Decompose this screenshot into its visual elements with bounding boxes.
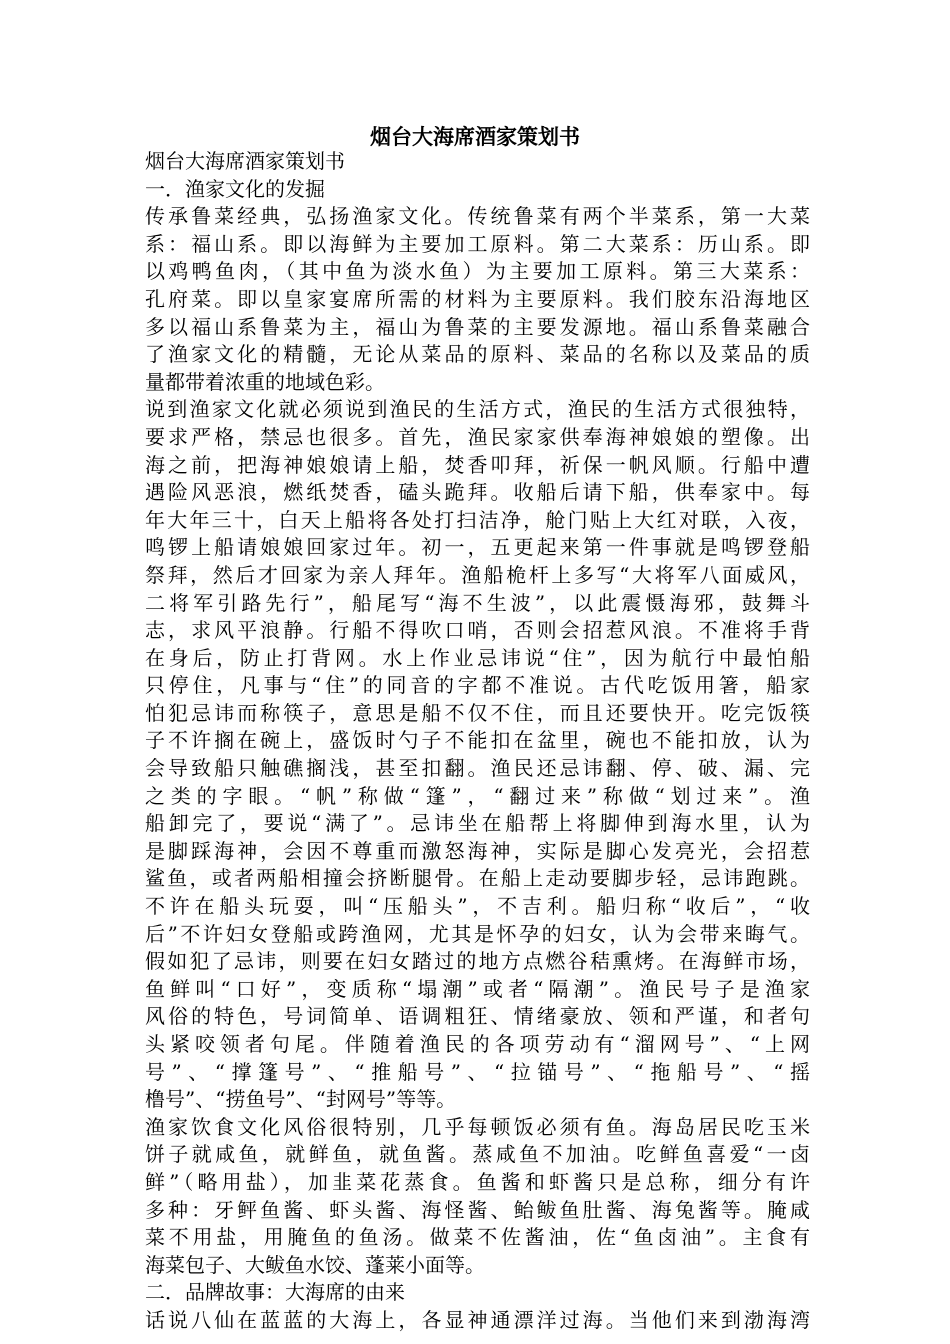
text-line: 会导致船只触礁搁浅，甚至扣翻。渔民还忌讳翻、停、破、漏、完 [145,756,810,781]
text-line: 号”、“撑篷号”、“推船号”、“拉锚号”、“拖船号”、“摇 [145,1059,810,1084]
text-line: 船卸完了，要说“满了”。忌讳坐在船帮上将脚伸到海水里，认为 [145,811,810,836]
text-line: 渔家饮食文化风俗很特别，几乎每顿饭必须有鱼。海岛居民吃玉米 [145,1114,810,1139]
text-line: 橹号”、“捞鱼号”、“封网号”等等。 [145,1087,457,1112]
text-line: 饼子就咸鱼，就鲜鱼，就鱼酱。蒸咸鱼不加油。吃鲜鱼喜爱“一卤 [145,1142,810,1167]
text-line: 风俗的特色，号词简单、语调粗狂、情绪豪放、领和严谨，和者句 [145,1004,810,1029]
text-line: 量都带着浓重的地域色彩。 [145,369,385,394]
text-line: 是脚踩海神，会因不尊重而激怒海神，实际是脚心发亮光，会招惹 [145,838,810,863]
text-line: 二将军引路先行”，船尾写“海不生波”，以此震慑海邪，鼓舞斗 [145,590,810,615]
text-line: 传承鲁菜经典，弘扬渔家文化。传统鲁菜有两个半菜系，第一大菜 [145,204,810,229]
text-line: 要求严格，禁忌也很多。首先，渔民家家供奉海神娘娘的塑像。出 [145,424,810,449]
text-line: 烟台大海席酒家策划书 [145,149,345,173]
text-line: 在身后，防止打背网。水上作业忌讳说“住”，因为航行中最怕船 [145,645,810,670]
text-line: 遇险风恶浪，燃纸焚香，磕头跪拜。收船后请下船，供奉家中。每 [145,480,810,505]
text-line: 以鸡鸭鱼肉，（其中鱼为淡水鱼）为主要加工原料。第三大菜系： [145,259,810,284]
text-line: 孔府菜。即以皇家宴席所需的材料为主要原料。我们胶东沿海地区 [145,286,810,311]
text-line: 祭拜，然后才回家为亲人拜年。渔船桅杆上多写“大将军八面威风， [145,562,810,587]
text-line: 之类的字眼。“帆”称做“篷”，“翻过来”称做“划过来”。渔 [145,783,810,808]
text-line: 年大年三十，白天上船将各处打扫洁净，舱门贴上大红对联，入夜， [145,507,810,532]
text-line: 系：福山系。即以海鲜为主要加工原料。第二大菜系：历山系。即 [145,231,810,256]
text-line: 了渔家文化的精髓，无论从菜品的原料、菜品的名称以及菜品的质 [145,342,810,367]
text-line: 子不许搁在碗上，盛饭时勺子不能扣在盆里，碗也不能扣放，认为 [145,728,810,753]
text-line: 多以福山系鲁菜为主，福山为鲁菜的主要发源地。福山系鲁菜融合 [145,314,810,339]
text-line: 鲜”（略用盐），加韭菜花蒸食。鱼酱和虾酱只是总称，细分有许 [145,1169,810,1194]
text-line: 鸣锣上船请娘娘回家过年。初一，五更起来第一件事就是鸣锣登船 [145,535,810,560]
document-title: 烟台大海席酒家策划书 [370,124,580,149]
text-line: 不许在船头玩耍，叫“压船头”，不吉利。船归称“收后”，“收 [145,894,810,919]
text-line: 一．渔家文化的发掘 [145,176,325,201]
text-line: 话说八仙在蓝蓝的大海上，各显神通漂洋过海。当他们来到渤海湾 [145,1307,810,1332]
text-line: 海之前，把海神娘娘请上船，焚香叩拜，祈保一帆风顺。行船中遭 [145,452,810,477]
text-line: 怕犯忌讳而称筷子，意思是船不仅不住，而且还要快开。吃完饭筷 [145,700,810,725]
document-body [145,148,810,1335]
text-line: 菜不用盐，用腌鱼的鱼汤。做菜不佐酱油，佐“鱼卤油”。主食有 [145,1225,810,1250]
text-line: 后”不许妇女登船或跨渔网，尤其是怀孕的妇女，认为会带来晦气。 [145,921,810,946]
text-line: 只停住，凡事与“住”的同音的字都不准说。古代吃饭用箸，船家 [145,673,810,698]
text-line: 头紧咬领者句尾。伴随着渔民的各项劳动有“溜网号”、“上网 [145,1032,810,1056]
text-line: 海菜包子、大鲅鱼水饺、蓬莱小面等。 [145,1252,485,1277]
text-line: 志，求风平浪静。行船不得吹口哨，否则会招惹风浪。不准将手背 [145,618,810,643]
text-line: 假如犯了忌讳，则要在妇女踏过的地方点燃谷秸熏烤。在海鲜市场， [145,949,810,974]
text-line: 鲨鱼，或者两船相撞会挤断腿骨。在船上走动要脚步轻，忌讳跑跳。 [145,866,810,891]
text-line: 二．品牌故事：大海席的由来 [145,1280,405,1305]
text-line: 多种：牙鲆鱼酱、虾头酱、海怪酱、鲐鲅鱼肚酱、海兔酱等。腌咸 [145,1197,810,1222]
text-line: 鱼鲜叫“口好”，变质称“塌潮”或者“隔潮”。渔民号子是渔家 [145,976,810,1001]
text-line: 说到渔家文化就必须说到渔民的生活方式，渔民的生活方式很独特， [145,397,810,422]
